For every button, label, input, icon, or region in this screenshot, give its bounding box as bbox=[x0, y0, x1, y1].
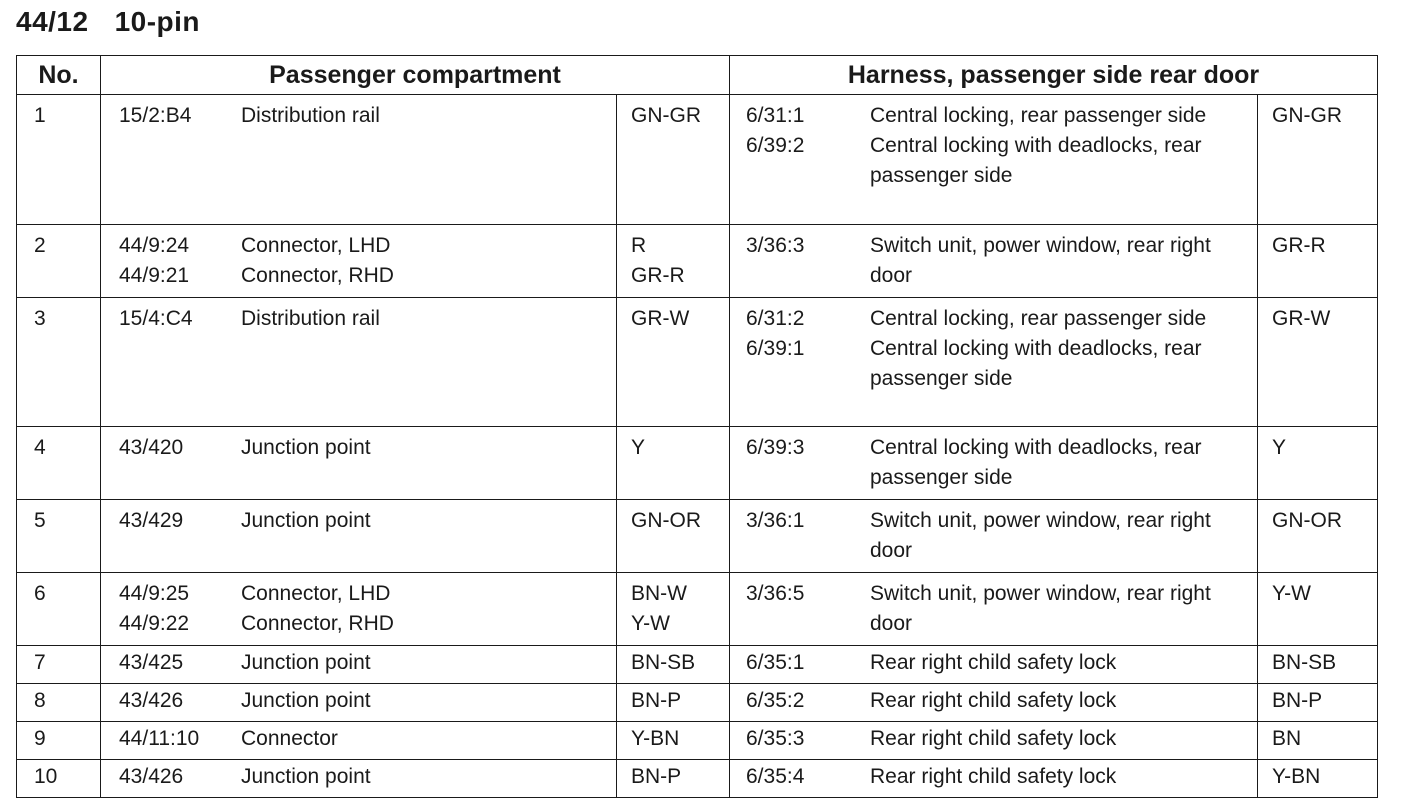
header-no: No. bbox=[17, 56, 101, 95]
passenger-compartment-cell bbox=[101, 95, 617, 225]
component-description: Rear right child safety lock bbox=[870, 727, 1117, 750]
table-row bbox=[17, 684, 1378, 722]
component-description: Distribution rail bbox=[241, 307, 380, 330]
component-description: Rear right child safety lock bbox=[870, 689, 1117, 712]
passenger-wire-color-cell bbox=[617, 298, 730, 427]
wire-color: GN-GR bbox=[631, 104, 701, 127]
component-code: 6/35:4 bbox=[746, 765, 805, 788]
component-code: 6/31:1 bbox=[746, 104, 805, 127]
wire-color: BN-W bbox=[631, 582, 687, 605]
component-description: Distribution rail bbox=[241, 104, 380, 127]
passenger-compartment-cell bbox=[101, 684, 617, 722]
wire-color: GR-W bbox=[1272, 307, 1331, 330]
pin-number: 5 bbox=[17, 500, 101, 573]
passenger-entry bbox=[101, 231, 616, 261]
component-description: Connector, LHD bbox=[241, 234, 391, 257]
table-row bbox=[17, 298, 1378, 427]
harness-wire-color-cell bbox=[1258, 760, 1378, 798]
pin-table bbox=[16, 55, 1378, 798]
passenger-entry bbox=[101, 433, 616, 463]
passenger-entry bbox=[101, 506, 616, 536]
harness-wire-color-cell bbox=[1258, 573, 1378, 646]
harness-cell bbox=[730, 646, 1258, 684]
passenger-compartment-cell bbox=[101, 427, 617, 500]
passenger-compartment-cell bbox=[101, 573, 617, 646]
passenger-compartment-cell bbox=[101, 760, 617, 798]
passenger-entry bbox=[101, 762, 616, 792]
harness-entry bbox=[730, 101, 1257, 131]
passenger-wire-color-cell bbox=[617, 684, 730, 722]
harness-entry bbox=[730, 579, 1257, 639]
harness-entry bbox=[730, 334, 1257, 394]
header-row bbox=[17, 56, 1378, 95]
component-description: Switch unit, power window, rear right door bbox=[870, 509, 1211, 562]
harness-cell bbox=[730, 427, 1258, 500]
pin-number: 8 bbox=[17, 684, 101, 722]
harness-wire-color-cell bbox=[1258, 298, 1378, 427]
table-row bbox=[17, 225, 1378, 298]
wire-color: R bbox=[631, 234, 647, 257]
component-description: Junction point bbox=[241, 436, 371, 459]
harness-entry bbox=[730, 131, 1257, 191]
component-code: 43/426 bbox=[119, 765, 184, 788]
component-code: 6/39:2 bbox=[746, 134, 805, 157]
passenger-entry bbox=[101, 686, 616, 716]
component-code: 15/2:B4 bbox=[119, 104, 192, 127]
table-row bbox=[17, 427, 1378, 500]
component-description: Central locking with deadlocks, rear passenger side bbox=[870, 337, 1202, 390]
component-code: 6/39:1 bbox=[746, 337, 805, 360]
component-description: Junction point bbox=[241, 689, 371, 712]
harness-wire-color-cell bbox=[1258, 427, 1378, 500]
wire-color: Y-BN bbox=[631, 727, 680, 750]
harness-cell bbox=[730, 225, 1258, 298]
passenger-entry bbox=[101, 579, 616, 609]
component-code: 44/9:25 bbox=[119, 582, 190, 605]
component-code: 3/36:5 bbox=[746, 582, 805, 605]
page-title bbox=[16, 6, 200, 38]
pin-number: 3 bbox=[17, 298, 101, 427]
table-row bbox=[17, 760, 1378, 798]
component-description: Rear right child safety lock bbox=[870, 651, 1117, 674]
table-row bbox=[17, 722, 1378, 760]
component-code: 6/35:2 bbox=[746, 689, 805, 712]
harness-entry bbox=[730, 724, 1257, 754]
pin-count: 10-pin bbox=[114, 6, 201, 37]
wire-color: GN-OR bbox=[1272, 509, 1342, 532]
wire-color: BN-P bbox=[631, 765, 682, 788]
component-description: Connector, RHD bbox=[241, 612, 394, 635]
passenger-wire-color-cell bbox=[617, 225, 730, 298]
component-description: Central locking, rear passenger side bbox=[870, 307, 1207, 330]
wire-color: BN-SB bbox=[631, 651, 696, 674]
passenger-compartment-cell bbox=[101, 225, 617, 298]
pin-number: 9 bbox=[17, 722, 101, 760]
wire-color: Y-W bbox=[1272, 582, 1311, 605]
wire-color: BN-P bbox=[631, 689, 682, 712]
header-passenger-compartment: Passenger compartment bbox=[101, 56, 730, 95]
passenger-wire-color-cell bbox=[617, 95, 730, 225]
component-description: Connector, RHD bbox=[241, 264, 394, 287]
component-code: 44/9:22 bbox=[119, 612, 190, 635]
harness-entry bbox=[730, 762, 1257, 792]
harness-cell bbox=[730, 760, 1258, 798]
passenger-entry bbox=[101, 648, 616, 678]
passenger-wire-color-cell bbox=[617, 427, 730, 500]
pin-number: 10 bbox=[17, 760, 101, 798]
passenger-wire-color-cell bbox=[617, 722, 730, 760]
passenger-entry bbox=[101, 609, 616, 639]
component-description: Junction point bbox=[241, 765, 371, 788]
harness-entry bbox=[730, 686, 1257, 716]
harness-wire-color-cell bbox=[1258, 225, 1378, 298]
component-code: 43/426 bbox=[119, 689, 184, 712]
component-description: Rear right child safety lock bbox=[870, 765, 1117, 788]
wire-color: Y-W bbox=[631, 612, 670, 635]
wire-color: Y bbox=[631, 436, 646, 459]
passenger-compartment-cell bbox=[101, 298, 617, 427]
component-code: 3/36:1 bbox=[746, 509, 805, 532]
harness-cell bbox=[730, 573, 1258, 646]
pin-number: 1 bbox=[17, 95, 101, 225]
component-description: Central locking with deadlocks, rear passenger side bbox=[870, 436, 1202, 489]
component-code: 15/4:C4 bbox=[119, 307, 193, 330]
wire-color: GN-GR bbox=[1272, 104, 1342, 127]
wire-color: BN-SB bbox=[1272, 651, 1337, 674]
harness-cell bbox=[730, 500, 1258, 573]
passenger-entry bbox=[101, 101, 616, 131]
wire-color: Y bbox=[1272, 436, 1287, 459]
component-description: Switch unit, power window, rear right door bbox=[870, 582, 1211, 635]
passenger-wire-color-cell bbox=[617, 646, 730, 684]
harness-wire-color-cell bbox=[1258, 500, 1378, 573]
component-code: 3/36:3 bbox=[746, 234, 805, 257]
component-description: Switch unit, power window, rear right door bbox=[870, 234, 1211, 287]
harness-entry bbox=[730, 648, 1257, 678]
passenger-compartment-cell bbox=[101, 722, 617, 760]
component-code: 44/9:21 bbox=[119, 264, 190, 287]
component-description: Connector bbox=[241, 727, 338, 750]
component-description: Connector, LHD bbox=[241, 582, 391, 605]
wire-color: GR-W bbox=[631, 307, 690, 330]
passenger-compartment-cell bbox=[101, 646, 617, 684]
passenger-entry bbox=[101, 261, 616, 291]
table-body bbox=[17, 95, 1378, 798]
wire-color: GR-R bbox=[631, 264, 685, 287]
passenger-entry bbox=[101, 724, 616, 754]
passenger-compartment-cell bbox=[101, 500, 617, 573]
harness-wire-color-cell bbox=[1258, 95, 1378, 225]
header-harness: Harness, passenger side rear door bbox=[730, 56, 1378, 95]
wire-color: Y-BN bbox=[1272, 765, 1321, 788]
harness-entry bbox=[730, 506, 1257, 566]
wire-color: GN-OR bbox=[631, 509, 701, 532]
component-code: 44/9:24 bbox=[119, 234, 190, 257]
harness-wire-color-cell bbox=[1258, 646, 1378, 684]
component-description: Junction point bbox=[241, 651, 371, 674]
wire-color: BN-P bbox=[1272, 689, 1323, 712]
harness-entry bbox=[730, 304, 1257, 334]
harness-cell bbox=[730, 95, 1258, 225]
component-code: 6/35:3 bbox=[746, 727, 805, 750]
harness-wire-color-cell bbox=[1258, 722, 1378, 760]
component-code: 43/425 bbox=[119, 651, 184, 674]
harness-cell bbox=[730, 722, 1258, 760]
passenger-wire-color-cell bbox=[617, 500, 730, 573]
component-description: Central locking with deadlocks, rear passenger side bbox=[870, 134, 1202, 187]
passenger-wire-color-cell bbox=[617, 573, 730, 646]
component-code: 6/39:3 bbox=[746, 436, 805, 459]
pin-number: 2 bbox=[17, 225, 101, 298]
table-row bbox=[17, 95, 1378, 225]
pin-number: 4 bbox=[17, 427, 101, 500]
passenger-entry bbox=[101, 304, 616, 334]
component-code: 43/420 bbox=[119, 436, 184, 459]
harness-entry bbox=[730, 433, 1257, 493]
component-code: 6/35:1 bbox=[746, 651, 805, 674]
connector-id: 44/12 bbox=[16, 6, 89, 37]
component-code: 6/31:2 bbox=[746, 307, 805, 330]
wire-color: BN bbox=[1272, 727, 1302, 750]
wire-color: GR-R bbox=[1272, 234, 1326, 257]
passenger-wire-color-cell bbox=[617, 760, 730, 798]
harness-cell bbox=[730, 684, 1258, 722]
harness-cell bbox=[730, 298, 1258, 427]
harness-wire-color-cell bbox=[1258, 684, 1378, 722]
table-row bbox=[17, 500, 1378, 573]
pin-number: 6 bbox=[17, 573, 101, 646]
component-code: 44/11:10 bbox=[119, 727, 200, 750]
table-row bbox=[17, 573, 1378, 646]
component-description: Junction point bbox=[241, 509, 371, 532]
component-code: 43/429 bbox=[119, 509, 184, 532]
table-row bbox=[17, 646, 1378, 684]
harness-entry bbox=[730, 231, 1257, 291]
component-description: Central locking, rear passenger side bbox=[870, 104, 1207, 127]
pin-number: 7 bbox=[17, 646, 101, 684]
